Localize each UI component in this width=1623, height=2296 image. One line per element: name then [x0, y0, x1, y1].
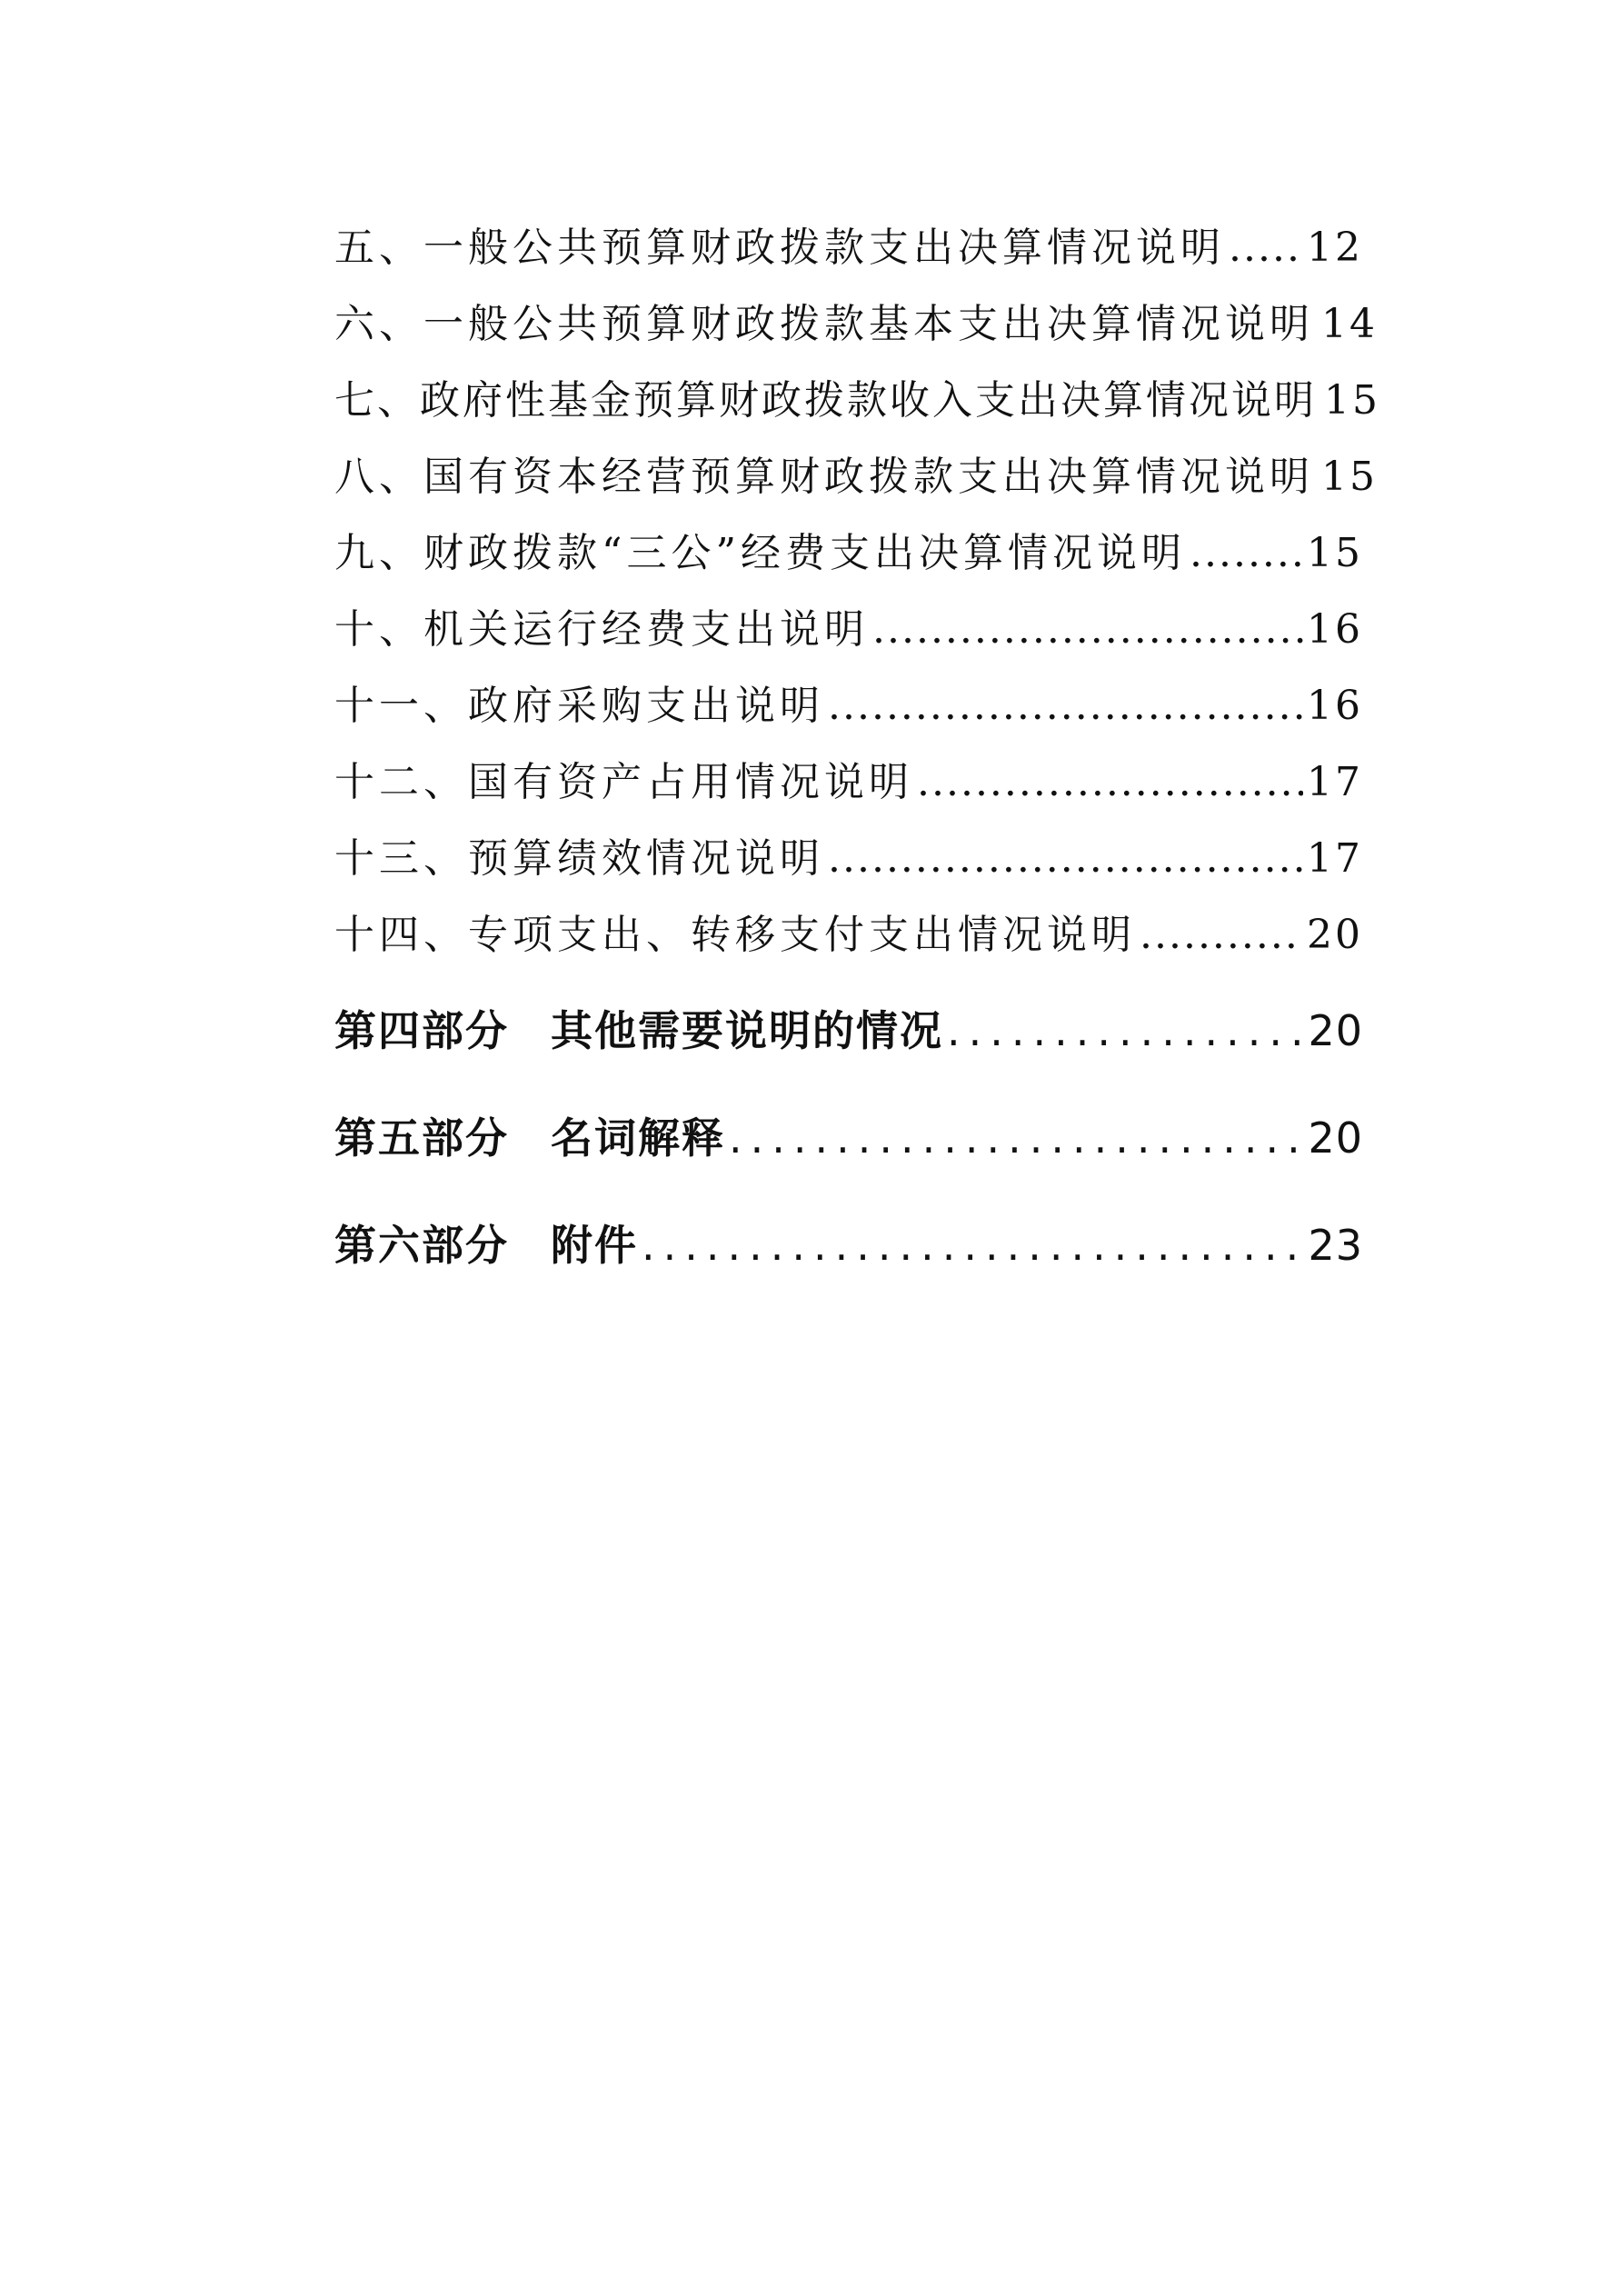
toc-entry-12[interactable] [334, 749, 1363, 825]
toc-entry-7[interactable] [334, 367, 1380, 444]
toc-part-page: 20 [1308, 1113, 1363, 1163]
toc-entry-page: 14 [1321, 301, 1378, 347]
toc-entry-13[interactable] [334, 825, 1363, 902]
toc-entry-page: 17 [1307, 759, 1363, 805]
dot-leader [917, 759, 1303, 805]
toc-entry-page: 15 [1321, 454, 1378, 500]
toc-part-page: 20 [1308, 1006, 1363, 1055]
toc-entry-title: 十二、国有资产占用情况说明 [334, 759, 913, 805]
dot-leader [1229, 225, 1303, 271]
toc-part-title: 附件 [551, 1221, 638, 1270]
toc-part-prefix: 第四部分 [334, 1006, 509, 1055]
toc-entry-title: 十、机关运行经费支出说明 [334, 606, 869, 653]
toc-entry-title: 六、一般公共预算财政拨款基本支出决算情况说明 [334, 301, 1314, 347]
toc-entry-title: 十三、预算绩效情况说明 [334, 835, 824, 882]
toc-entry-8[interactable] [334, 444, 1378, 520]
toc-part-4[interactable] [334, 998, 1363, 1105]
toc-entry-title: 五、一般公共预算财政拨款支出决算情况说明 [334, 225, 1225, 271]
toc-entry-title: 七、政府性基金预算财政拨款收入支出决算情况说明 [334, 377, 1317, 424]
toc-entry-page: 20 [1307, 912, 1363, 958]
toc-entry-page: 16 [1307, 606, 1363, 653]
dot-leader [828, 835, 1303, 882]
dot-leader [872, 606, 1303, 653]
toc-entry-5[interactable] [334, 215, 1363, 291]
toc-part-heading [334, 1213, 638, 1273]
dot-leader [729, 1113, 1304, 1163]
toc-entry-page: 12 [1307, 225, 1363, 271]
toc-part-title: 名词解释 [551, 1113, 725, 1163]
toc-part-page: 23 [1308, 1221, 1363, 1270]
toc-part-prefix: 第五部分 [334, 1113, 509, 1163]
toc-entry-11[interactable] [334, 673, 1363, 749]
toc-entry-page: 15 [1307, 530, 1363, 576]
toc-part-6[interactable] [334, 1213, 1363, 1320]
dot-leader [1190, 530, 1303, 576]
toc-part-5[interactable] [334, 1105, 1363, 1213]
toc-entry-title: 九、财政拨款“三公”经费支出决算情况说明 [334, 530, 1186, 576]
toc-part-heading [334, 998, 943, 1058]
dot-leader [642, 1221, 1304, 1270]
toc-entry-10[interactable] [334, 596, 1363, 673]
table-of-contents [334, 215, 1380, 1320]
dot-leader [1140, 912, 1303, 958]
dot-leader [947, 1006, 1304, 1055]
toc-entry-page: 15 [1324, 377, 1380, 424]
toc-entry-page: 16 [1307, 683, 1363, 729]
toc-entry-title: 十四、专项支出、转移支付支出情况说明 [334, 912, 1136, 958]
toc-entry-page: 17 [1307, 835, 1363, 882]
toc-entry-title: 十一、政府采购支出说明 [334, 683, 824, 729]
toc-part-prefix: 第六部分 [334, 1221, 509, 1270]
toc-entry-14[interactable] [334, 902, 1363, 978]
dot-leader [828, 683, 1303, 729]
toc-part-heading [334, 1105, 725, 1165]
toc-entry-title: 八、国有资本经营预算财政拨款支出决算情况说明 [334, 454, 1314, 500]
toc-entry-9[interactable] [334, 520, 1363, 596]
toc-entry-6[interactable] [334, 291, 1378, 367]
toc-part-title: 其他需要说明的情况 [551, 1006, 943, 1055]
